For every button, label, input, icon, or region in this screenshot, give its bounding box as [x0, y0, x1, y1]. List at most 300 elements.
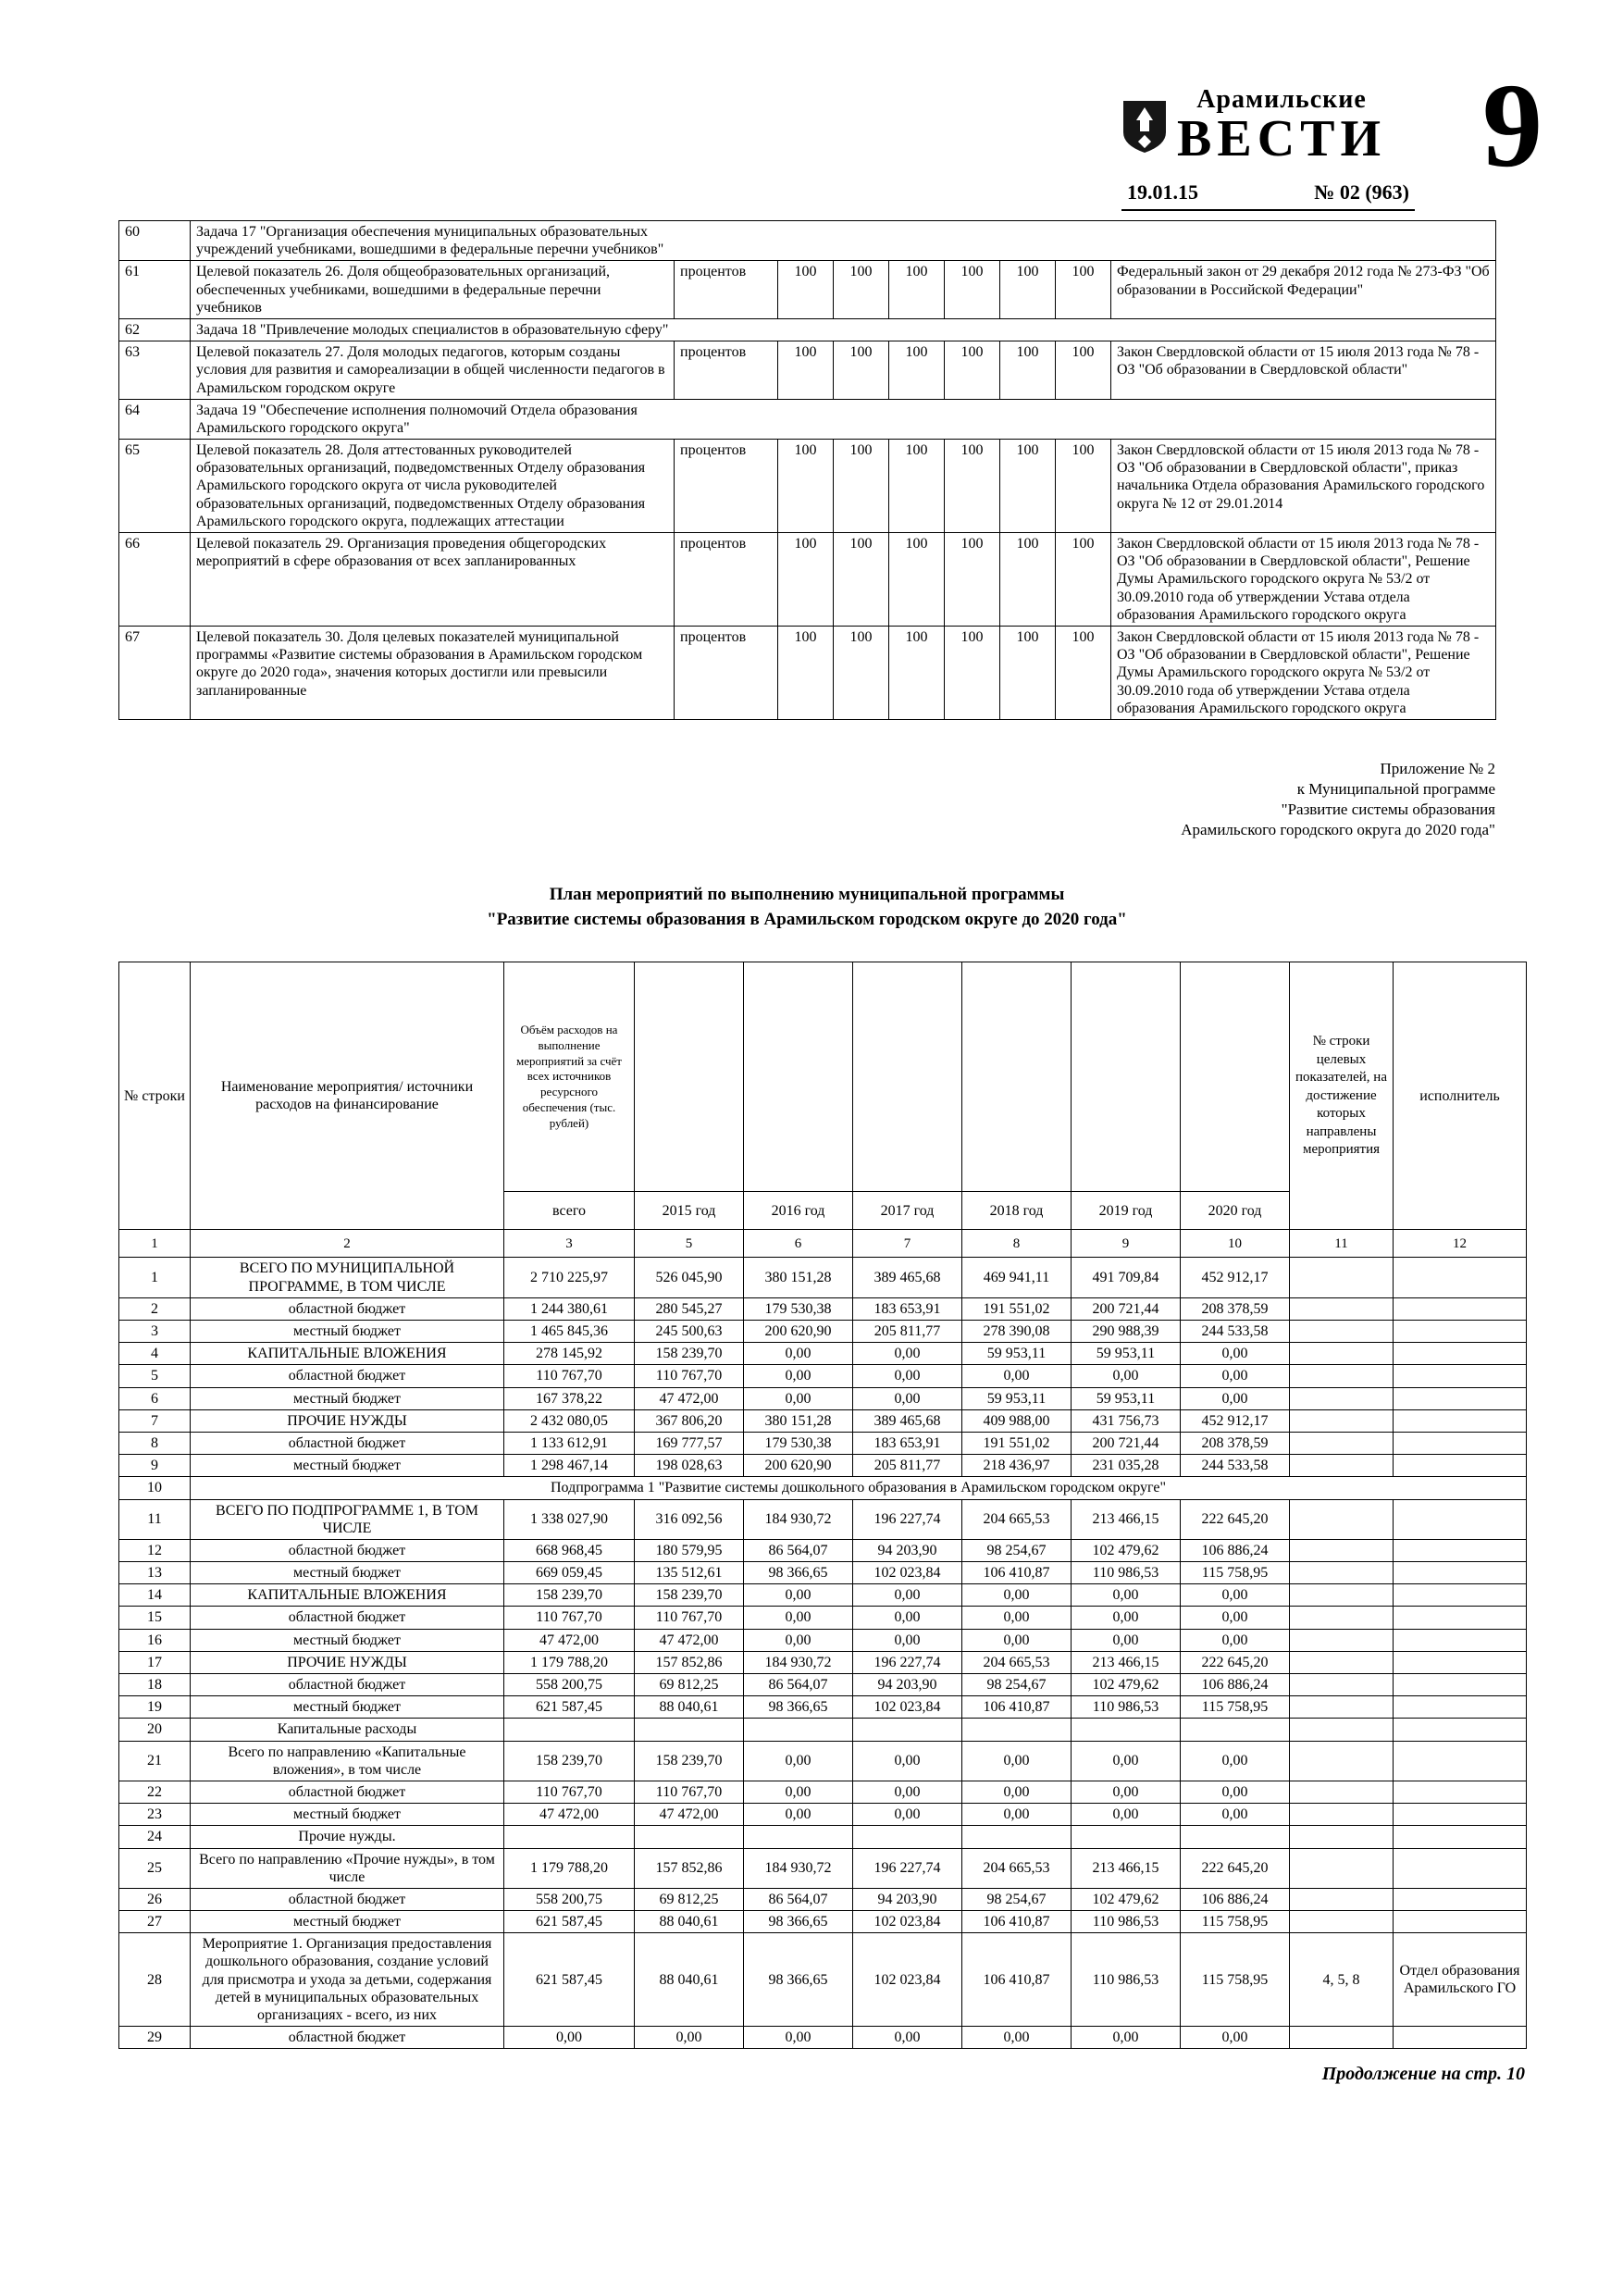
money-cell: 213 466,15	[1072, 1499, 1181, 1539]
row-number-cell: 23	[119, 1804, 191, 1826]
row-number-cell: 8	[119, 1432, 191, 1454]
row-number-cell: 2	[119, 1297, 191, 1320]
money-cell: 200 620,90	[744, 1321, 853, 1343]
target-rows-cell	[1290, 1826, 1394, 1848]
money-cell	[744, 1826, 853, 1848]
header-volume: Объём расходов на выполнение мероприятий за счёт всех источников ресурсного обеспечения (тыс. рублей)	[504, 962, 635, 1192]
money-cell: 157 852,86	[635, 1651, 744, 1673]
money-cell: 86 564,07	[744, 1888, 853, 1910]
appendix-line: к Муниципальной программе	[1296, 779, 1495, 798]
target-rows-cell	[1290, 1455, 1394, 1477]
plan-row-4	[119, 1343, 1527, 1365]
row-name-cell: Капитальные расходы	[191, 1719, 504, 1741]
target-rows-cell	[1290, 1387, 1394, 1409]
row-number-cell: 28	[119, 1933, 191, 2027]
row-name-cell: ПРОЧИЕ НУЖДЫ	[191, 1409, 504, 1432]
indicator-value-cell: 100	[945, 626, 1000, 719]
row-name-cell: КАПИТАЛЬНЫЕ ВЛОЖЕНИЯ	[191, 1584, 504, 1607]
column-number-cell: 11	[1290, 1230, 1394, 1258]
executor-cell	[1394, 1674, 1527, 1696]
indicator-value-cell: 100	[889, 341, 945, 400]
row-name-cell: областной бюджет	[191, 1365, 504, 1387]
target-rows-cell	[1290, 1409, 1394, 1432]
money-cell	[1072, 1826, 1181, 1848]
legal-basis-cell: Закон Свердловской области от 15 июля 2013 года № 78 - ОЗ "Об образовании в Свердловской области"	[1111, 341, 1496, 400]
column-number-cell: 6	[744, 1230, 853, 1258]
row-name-cell: местный бюджет	[191, 1562, 504, 1584]
executor-cell	[1394, 1651, 1527, 1673]
row-number-cell: 27	[119, 1911, 191, 1933]
header-year: 2019 год	[1072, 1192, 1181, 1230]
target-rows-cell	[1290, 1848, 1394, 1888]
money-cell: 158 239,70	[504, 1584, 635, 1607]
target-rows-cell	[1290, 1696, 1394, 1719]
money-cell: 106 410,87	[962, 1696, 1072, 1719]
appendix-line: Арамильского городского округа до 2020 года"	[1181, 821, 1495, 839]
executor-cell	[1394, 1321, 1527, 1343]
money-cell: 200 721,44	[1072, 1297, 1181, 1320]
target-rows-cell	[1290, 1674, 1394, 1696]
money-cell: 47 472,00	[635, 1387, 744, 1409]
executor-cell	[1394, 1629, 1527, 1651]
plan-row-20	[119, 1719, 1527, 1741]
unit-cell: процентов	[675, 626, 778, 719]
plan-row-13	[119, 1562, 1527, 1584]
money-cell: 231 035,28	[1072, 1455, 1181, 1477]
money-cell: 179 530,38	[744, 1297, 853, 1320]
money-cell: 106 886,24	[1181, 1539, 1290, 1561]
money-cell: 621 587,45	[504, 1696, 635, 1719]
money-cell: 86 564,07	[744, 1539, 853, 1561]
header-year-spacer	[962, 962, 1072, 1192]
money-cell: 621 587,45	[504, 1933, 635, 2027]
money-cell: 0,00	[1072, 1365, 1181, 1387]
indicator-value-cell: 100	[834, 440, 889, 533]
money-cell: 0,00	[853, 1741, 962, 1781]
money-cell: 558 200,75	[504, 1888, 635, 1910]
plan-row-6	[119, 1387, 1527, 1409]
money-cell: 491 709,84	[1072, 1258, 1181, 1297]
money-cell: 94 203,90	[853, 1888, 962, 1910]
row-name-cell: местный бюджет	[191, 1911, 504, 1933]
row-name-cell: местный бюджет	[191, 1321, 504, 1343]
money-cell: 102 023,84	[853, 1696, 962, 1719]
header-year: 2015 год	[635, 1192, 744, 1230]
executor-cell	[1394, 1409, 1527, 1432]
money-cell: 0,00	[962, 1607, 1072, 1629]
money-cell: 208 378,59	[1181, 1297, 1290, 1320]
money-cell: 157 852,86	[635, 1848, 744, 1888]
target-rows-cell	[1290, 1432, 1394, 1454]
money-cell: 98 366,65	[744, 1696, 853, 1719]
indicator-value-cell: 100	[889, 533, 945, 627]
money-cell	[744, 1719, 853, 1741]
money-cell: 278 390,08	[962, 1321, 1072, 1343]
money-cell: 94 203,90	[853, 1539, 962, 1561]
row-name-cell: Мероприятие 1. Организация предоставления дошкольного образования, создание условий для присмотра и ухода за детьми, содержания детей в муниципальных образовательных организациях - всего, из них	[191, 1933, 504, 2027]
plan-row-19	[119, 1696, 1527, 1719]
target-rows-cell	[1290, 1651, 1394, 1673]
money-cell: 167 378,22	[504, 1387, 635, 1409]
row-number-cell: 65	[119, 440, 191, 533]
executor-cell	[1394, 1432, 1527, 1454]
target-rows-cell	[1290, 1629, 1394, 1651]
indicator-value-cell: 100	[945, 533, 1000, 627]
indicators-row-60	[119, 221, 1496, 261]
money-cell: 102 479,62	[1072, 1888, 1181, 1910]
plan-table	[118, 962, 1527, 2049]
plan-row-12	[119, 1539, 1527, 1561]
money-cell: 184 930,72	[744, 1848, 853, 1888]
unit-cell: процентов	[675, 533, 778, 627]
executor-cell	[1394, 1781, 1527, 1803]
money-cell: 102 023,84	[853, 1562, 962, 1584]
money-cell: 106 410,87	[962, 1911, 1072, 1933]
money-cell: 59 953,11	[962, 1387, 1072, 1409]
executor-cell	[1394, 1826, 1527, 1848]
plan-row-21	[119, 1741, 1527, 1781]
money-cell: 158 239,70	[635, 1741, 744, 1781]
plan-title	[118, 883, 1495, 932]
task-text: Задача 19 "Обеспечение исполнения полномочий Отдела образования Арамильского городского округа"	[196, 402, 638, 436]
target-rows-cell	[1290, 1365, 1394, 1387]
indicators-row-65	[119, 440, 1496, 533]
money-cell: 94 203,90	[853, 1674, 962, 1696]
row-name-cell: ВСЕГО ПО МУНИЦИПАЛЬНОЙ ПРОГРАММЕ, В ТОМ ЧИСЛЕ	[191, 1258, 504, 1297]
row-number-cell: 5	[119, 1365, 191, 1387]
row-name-cell: областной бюджет	[191, 1539, 504, 1561]
row-number-cell: 26	[119, 1888, 191, 1910]
money-cell: 0,00	[1181, 1804, 1290, 1826]
money-cell: 452 912,17	[1181, 1409, 1290, 1432]
money-cell: 278 145,92	[504, 1343, 635, 1365]
money-cell: 98 254,67	[962, 1674, 1072, 1696]
indicator-value-cell: 100	[778, 533, 834, 627]
plan-row-23	[119, 1804, 1527, 1826]
money-cell: 88 040,61	[635, 1911, 744, 1933]
row-number-cell: 29	[119, 2027, 191, 2049]
brand-main-label: ВЕСТИ	[1177, 110, 1387, 168]
row-name-cell: областной бюджет	[191, 1432, 504, 1454]
money-cell: 98 366,65	[744, 1562, 853, 1584]
money-cell: 0,00	[744, 1781, 853, 1803]
row-number-cell: 17	[119, 1651, 191, 1673]
money-cell: 222 645,20	[1181, 1651, 1290, 1673]
header-name: Наименование мероприятия/ источники расходов на финансирование	[191, 962, 504, 1230]
money-cell: 0,00	[1072, 1629, 1181, 1651]
row-number-cell: 11	[119, 1499, 191, 1539]
plan-title-line: План мероприятий по выполнению муниципальной программы	[549, 885, 1065, 905]
money-cell: 1 338 027,90	[504, 1499, 635, 1539]
row-name-cell: областной бюджет	[191, 1888, 504, 1910]
target-rows-cell	[1290, 1562, 1394, 1584]
executor-cell	[1394, 1562, 1527, 1584]
money-cell: 196 227,74	[853, 1499, 962, 1539]
money-cell: 110 767,70	[504, 1365, 635, 1387]
indicators-row-67	[119, 626, 1496, 719]
money-cell: 213 466,15	[1072, 1651, 1181, 1673]
money-cell: 0,00	[853, 1804, 962, 1826]
indicator-value-cell: 100	[889, 440, 945, 533]
money-cell: 183 653,91	[853, 1432, 962, 1454]
target-rows-cell	[1290, 1888, 1394, 1910]
money-cell: 98 254,67	[962, 1888, 1072, 1910]
money-cell: 0,00	[962, 1804, 1072, 1826]
money-cell: 0,00	[1181, 1387, 1290, 1409]
plan-table-column-numbers	[119, 1230, 1527, 1258]
plan-row-1	[119, 1258, 1527, 1297]
money-cell: 0,00	[962, 1629, 1072, 1651]
row-number-cell: 4	[119, 1343, 191, 1365]
target-rows-cell	[1290, 1584, 1394, 1607]
money-cell: 183 653,91	[853, 1297, 962, 1320]
target-rows-cell	[1290, 1911, 1394, 1933]
money-cell: 0,00	[853, 2027, 962, 2049]
indicator-name-cell: Целевой показатель 28. Доля аттестованных руководителей образовательных организаций, подведомственных Отделу образования Арамильского городского округа от числа руководителей образовательных организаций, подведомственных Отделу образования Арамильского городского округа, подлежащих аттестации	[191, 440, 675, 533]
money-cell: 431 756,73	[1072, 1409, 1181, 1432]
money-cell: 98 366,65	[744, 1911, 853, 1933]
executor-cell	[1394, 1387, 1527, 1409]
money-cell: 200 620,90	[744, 1455, 853, 1477]
plan-row-28	[119, 1933, 1527, 2027]
money-cell: 1 298 467,14	[504, 1455, 635, 1477]
money-cell: 0,00	[744, 1607, 853, 1629]
executor-cell	[1394, 1888, 1527, 1910]
money-cell: 208 378,59	[1181, 1432, 1290, 1454]
executor-cell	[1394, 1365, 1527, 1387]
executor-cell	[1394, 1719, 1527, 1741]
money-cell: 367 806,20	[635, 1409, 744, 1432]
indicators-row-63	[119, 341, 1496, 400]
header-year-spacer	[635, 962, 744, 1192]
money-cell: 222 645,20	[1181, 1848, 1290, 1888]
plan-row-29	[119, 2027, 1527, 2049]
indicator-value-cell: 100	[1056, 261, 1111, 319]
money-cell: 0,00	[1181, 1629, 1290, 1651]
money-cell: 0,00	[744, 1343, 853, 1365]
indicator-name-cell: Целевой показатель 29. Организация проведения общегородских мероприятий в сфере образования от всех запланированных	[191, 533, 675, 627]
plan-row-14	[119, 1584, 1527, 1607]
plan-row-27	[119, 1911, 1527, 1933]
indicator-value-cell: 100	[778, 341, 834, 400]
money-cell	[853, 1826, 962, 1848]
task-cell	[191, 399, 1496, 439]
row-number-cell: 1	[119, 1258, 191, 1297]
money-cell	[635, 1826, 744, 1848]
money-cell: 88 040,61	[635, 1933, 744, 2027]
money-cell: 196 227,74	[853, 1848, 962, 1888]
row-number-cell: 61	[119, 261, 191, 319]
row-name-cell: местный бюджет	[191, 1696, 504, 1719]
subprogram-cell: Подпрограмма 1 "Развитие системы дошкольного образования в Арамильском городском округе"	[191, 1477, 1527, 1499]
target-rows-cell	[1290, 1343, 1394, 1365]
row-number-cell: 14	[119, 1584, 191, 1607]
money-cell: 0,00	[1072, 1607, 1181, 1629]
money-cell: 158 239,70	[635, 1343, 744, 1365]
money-cell: 469 941,11	[962, 1258, 1072, 1297]
indicators-row-64	[119, 399, 1496, 439]
row-name-cell: Всего по направлению «Капитальные вложения», в том числе	[191, 1741, 504, 1781]
unit-cell: процентов	[675, 341, 778, 400]
money-cell: 316 092,56	[635, 1499, 744, 1539]
money-cell: 0,00	[1181, 1741, 1290, 1781]
executor-cell	[1394, 1607, 1527, 1629]
appendix-line: "Развитие системы образования	[1281, 800, 1495, 819]
money-cell: 110 767,70	[635, 1365, 744, 1387]
money-cell: 69 812,25	[635, 1888, 744, 1910]
indicators-table	[118, 220, 1496, 720]
column-number-cell: 3	[504, 1230, 635, 1258]
money-cell: 102 023,84	[853, 1933, 962, 2027]
indicator-value-cell: 100	[1056, 440, 1111, 533]
page-number: 9	[1482, 59, 1542, 192]
indicator-value-cell: 100	[1000, 626, 1056, 719]
target-rows-cell	[1290, 1719, 1394, 1741]
task-text: Задача 17 "Организация обеспечения муниципальных образовательных учреждений учебниками, вошедшими в федеральные перечни учебников"	[196, 224, 664, 258]
target-rows-cell	[1290, 1297, 1394, 1320]
money-cell: 0,00	[1181, 2027, 1290, 2049]
money-cell: 668 968,45	[504, 1539, 635, 1561]
money-cell: 204 665,53	[962, 1848, 1072, 1888]
money-cell: 2 432 080,05	[504, 1409, 635, 1432]
continuation-note: Продолжение на стр. 10	[1321, 2064, 1525, 2085]
money-cell	[1072, 1719, 1181, 1741]
brand-top-label: Арамильские	[1196, 85, 1367, 115]
target-rows-cell	[1290, 1539, 1394, 1561]
money-cell: 191 551,02	[962, 1432, 1072, 1454]
money-cell: 0,00	[1181, 1781, 1290, 1803]
indicator-value-cell: 100	[1056, 533, 1111, 627]
header-year-spacer	[853, 962, 962, 1192]
money-cell: 280 545,27	[635, 1297, 744, 1320]
indicator-value-cell: 100	[889, 261, 945, 319]
header-year: 2020 год	[1181, 1192, 1290, 1230]
money-cell: 115 758,95	[1181, 1933, 1290, 2027]
money-cell: 0,00	[962, 1781, 1072, 1803]
money-cell: 86 564,07	[744, 1674, 853, 1696]
column-number-cell: 12	[1394, 1230, 1527, 1258]
money-cell: 0,00	[504, 2027, 635, 2049]
target-rows-cell: 4, 5, 8	[1290, 1933, 1394, 2027]
money-cell: 110 986,53	[1072, 1696, 1181, 1719]
money-cell	[1181, 1719, 1290, 1741]
target-rows-cell	[1290, 1741, 1394, 1781]
task-cell	[191, 318, 1496, 341]
money-cell: 169 777,57	[635, 1432, 744, 1454]
money-cell: 0,00	[962, 1584, 1072, 1607]
indicator-value-cell: 100	[1000, 440, 1056, 533]
row-name-cell: ПРОЧИЕ НУЖДЫ	[191, 1651, 504, 1673]
money-cell: 205 811,77	[853, 1321, 962, 1343]
indicator-value-cell: 100	[1056, 626, 1111, 719]
plan-row-11	[119, 1499, 1527, 1539]
money-cell: 0,00	[744, 1365, 853, 1387]
header-year: 2016 год	[744, 1192, 853, 1230]
indicator-value-cell: 100	[1000, 341, 1056, 400]
row-name-cell: КАПИТАЛЬНЫЕ ВЛОЖЕНИЯ	[191, 1343, 504, 1365]
row-number-cell: 67	[119, 626, 191, 719]
money-cell: 0,00	[1072, 1741, 1181, 1781]
issue-line	[1121, 180, 1415, 211]
money-cell: 0,00	[962, 1741, 1072, 1781]
header-year: 2017 год	[853, 1192, 962, 1230]
money-cell: 59 953,11	[1072, 1387, 1181, 1409]
row-name-cell: местный бюджет	[191, 1629, 504, 1651]
money-cell: 110 986,53	[1072, 1933, 1181, 2027]
money-cell: 106 886,24	[1181, 1888, 1290, 1910]
money-cell: 110 986,53	[1072, 1562, 1181, 1584]
indicators-row-62	[119, 318, 1496, 341]
money-cell: 69 812,25	[635, 1674, 744, 1696]
logo-text	[1177, 87, 1386, 166]
money-cell: 110 767,70	[635, 1781, 744, 1803]
money-cell: 184 930,72	[744, 1499, 853, 1539]
money-cell: 204 665,53	[962, 1499, 1072, 1539]
header-row-number: № строки	[119, 962, 191, 1230]
column-number-cell: 5	[635, 1230, 744, 1258]
indicator-value-cell: 100	[778, 626, 834, 719]
money-cell: 213 466,15	[1072, 1848, 1181, 1888]
executor-cell	[1394, 1584, 1527, 1607]
money-cell: 558 200,75	[504, 1674, 635, 1696]
executor-cell	[1394, 1343, 1527, 1365]
money-cell: 452 912,17	[1181, 1258, 1290, 1297]
money-cell: 0,00	[962, 1365, 1072, 1387]
money-cell: 115 758,95	[1181, 1911, 1290, 1933]
money-cell: 245 500,63	[635, 1321, 744, 1343]
money-cell: 115 758,95	[1181, 1696, 1290, 1719]
row-number-cell: 3	[119, 1321, 191, 1343]
money-cell: 2 710 225,97	[504, 1258, 635, 1297]
money-cell: 47 472,00	[504, 1804, 635, 1826]
money-cell: 222 645,20	[1181, 1499, 1290, 1539]
money-cell: 1 133 612,91	[504, 1432, 635, 1454]
money-cell: 179 530,38	[744, 1432, 853, 1454]
row-number-cell: 13	[119, 1562, 191, 1584]
plan-row-16	[119, 1629, 1527, 1651]
row-number-cell: 64	[119, 399, 191, 439]
money-cell: 0,00	[853, 1343, 962, 1365]
header-year: 2018 год	[962, 1192, 1072, 1230]
indicator-value-cell: 100	[945, 261, 1000, 319]
executor-cell	[1394, 1258, 1527, 1297]
money-cell: 0,00	[1072, 2027, 1181, 2049]
row-number-cell: 9	[119, 1455, 191, 1477]
header-year-spacer	[1072, 962, 1181, 1192]
row-name-cell: Прочие нужды.	[191, 1826, 504, 1848]
money-cell: 98 254,67	[962, 1539, 1072, 1561]
indicator-value-cell: 100	[834, 261, 889, 319]
money-cell	[504, 1826, 635, 1848]
indicators-row-66	[119, 533, 1496, 627]
money-cell: 0,00	[744, 1804, 853, 1826]
money-cell: 106 410,87	[962, 1562, 1072, 1584]
executor-cell: Отдел образования Арамильского ГО	[1394, 1933, 1527, 2027]
money-cell: 110 767,70	[635, 1607, 744, 1629]
money-cell: 244 533,58	[1181, 1455, 1290, 1477]
money-cell: 0,00	[744, 1629, 853, 1651]
money-cell: 158 239,70	[635, 1584, 744, 1607]
legal-basis-cell: Закон Свердловской области от 15 июля 2013 года № 78 - ОЗ "Об образовании в Свердловской области", Решение Думы Арамильского городского округа № 53/2 от 30.09.2010 года об утверждении Устава отдела образования Арамильского городского округа	[1111, 626, 1496, 719]
plan-row-26	[119, 1888, 1527, 1910]
money-cell: 47 472,00	[635, 1629, 744, 1651]
money-cell	[962, 1719, 1072, 1741]
row-name-cell: Всего по направлению «Прочие нужды», в том числе	[191, 1848, 504, 1888]
column-number-cell: 2	[191, 1230, 504, 1258]
money-cell: 244 533,58	[1181, 1321, 1290, 1343]
row-number-cell: 25	[119, 1848, 191, 1888]
row-name-cell: областной бюджет	[191, 2027, 504, 2049]
